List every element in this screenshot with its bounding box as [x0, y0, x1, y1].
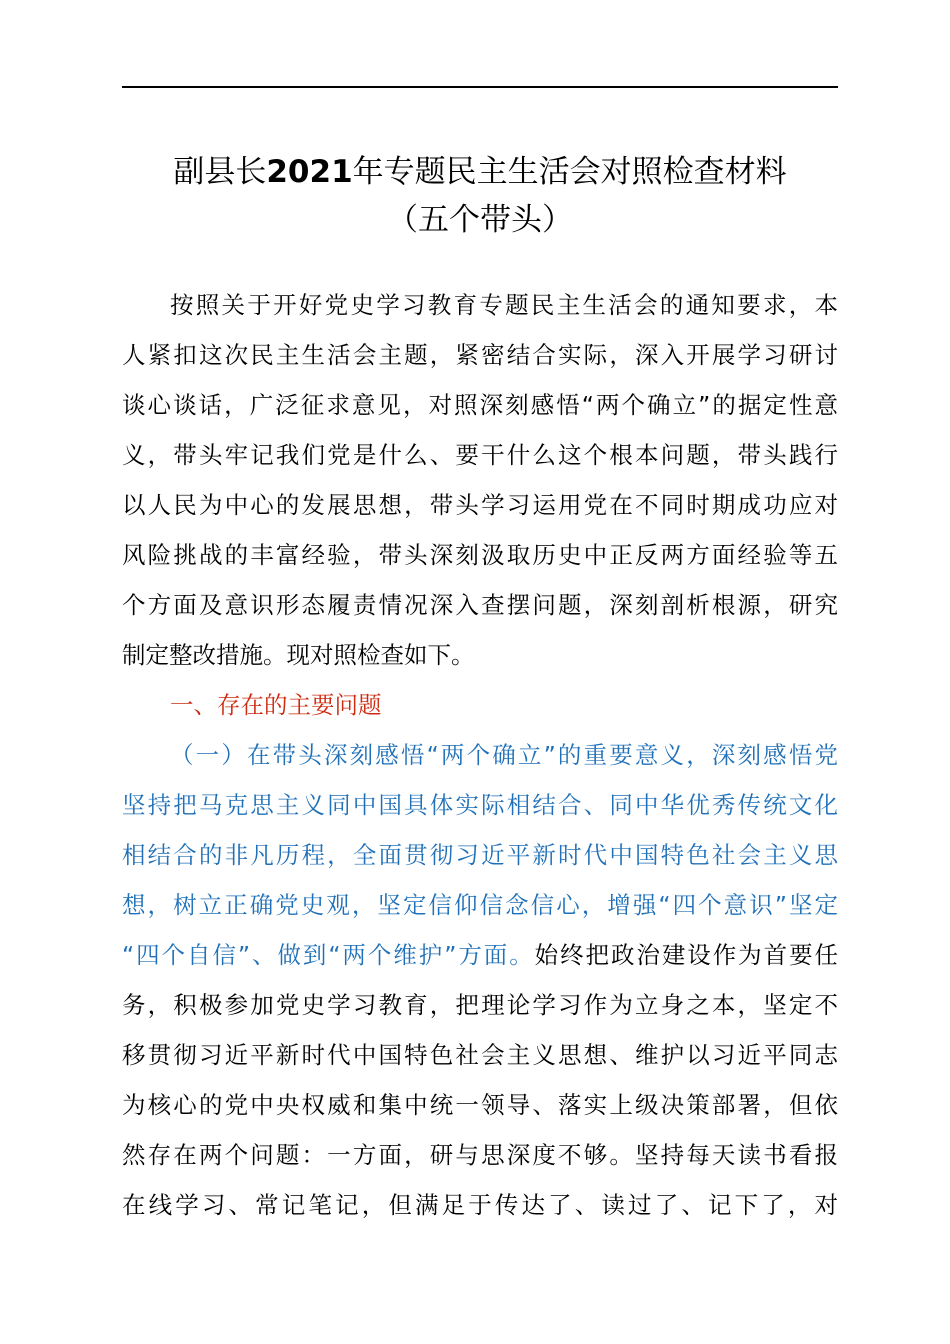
intro-line: 制定整改措施。现对照检查如下。	[122, 641, 475, 669]
intro-line: 个方面及意识形态履责情况深入查摆问题，深刻剖析根源，研究	[122, 591, 838, 619]
subsection-line: 想，树立正确党史观，坚定信仰信念信心，增强“四个意识”坚定	[122, 891, 838, 919]
body-line: 然存在两个问题：一方面，研与思深度不够。坚持每天读书看报	[122, 1141, 838, 1169]
intro-line: 人紧扣这次民主生活会主题，紧密结合实际，深入开展学习研讨	[122, 341, 838, 369]
body-line: 移贯彻习近平新时代中国特色社会主义思想、维护以习近平同志	[122, 1041, 838, 1069]
document-body	[122, 280, 838, 1230]
intro-line: 按照关于开好党史学习教育专题民主生活会的通知要求，本	[170, 291, 838, 319]
intro-line: 风险挑战的丰富经验，带头深刻汲取历史中正反两方面经验等五	[122, 541, 838, 569]
header-rule	[122, 86, 838, 88]
intro-line: 以人民为中心的发展思想，带头学习运用党在不同时期成功应对	[122, 491, 838, 519]
mixed-line	[122, 930, 838, 980]
title-year: 2021	[266, 154, 353, 190]
intro-line: 谈心谈话，广泛征求意见，对照深刻感悟“两个确立”的据定性意	[122, 391, 838, 419]
body-line: 在线学习、常记笔记，但满足于传达了、读过了、记下了，对	[122, 1191, 838, 1219]
subsection-tail: “四个自信”、做到“两个维护”方面。	[122, 941, 535, 969]
body-line: 务，积极参加党史学习教育，把理论学习作为立身之本，坚定不	[122, 991, 838, 1019]
body-text-start: 始终把政治建设作为首要任	[534, 941, 839, 969]
document-title	[100, 148, 860, 244]
section-heading: 一、存在的主要问题	[170, 691, 382, 719]
title-main-line	[100, 148, 860, 196]
intro-line: 义，带头牢记我们党是什么、要干什么这个根本问题，带头践行	[122, 441, 838, 469]
subsection-line: 坚持把马克思主义同中国具体实际相结合、同中华优秀传统文化	[122, 791, 838, 819]
title-subtitle: （五个带头）	[387, 202, 573, 238]
title-suffix: 年专题民主生活会对照检查材料	[352, 154, 787, 190]
subsection-line: 相结合的非凡历程，全面贯彻习近平新时代中国特色社会主义思	[122, 841, 838, 869]
subsection-line: （一）在带头深刻感悟“两个确立”的重要意义，深刻感悟党	[170, 741, 838, 769]
body-line: 为核心的党中央权威和集中统一领导、落实上级决策部署，但依	[122, 1091, 838, 1119]
title-prefix: 副县长	[173, 154, 267, 190]
